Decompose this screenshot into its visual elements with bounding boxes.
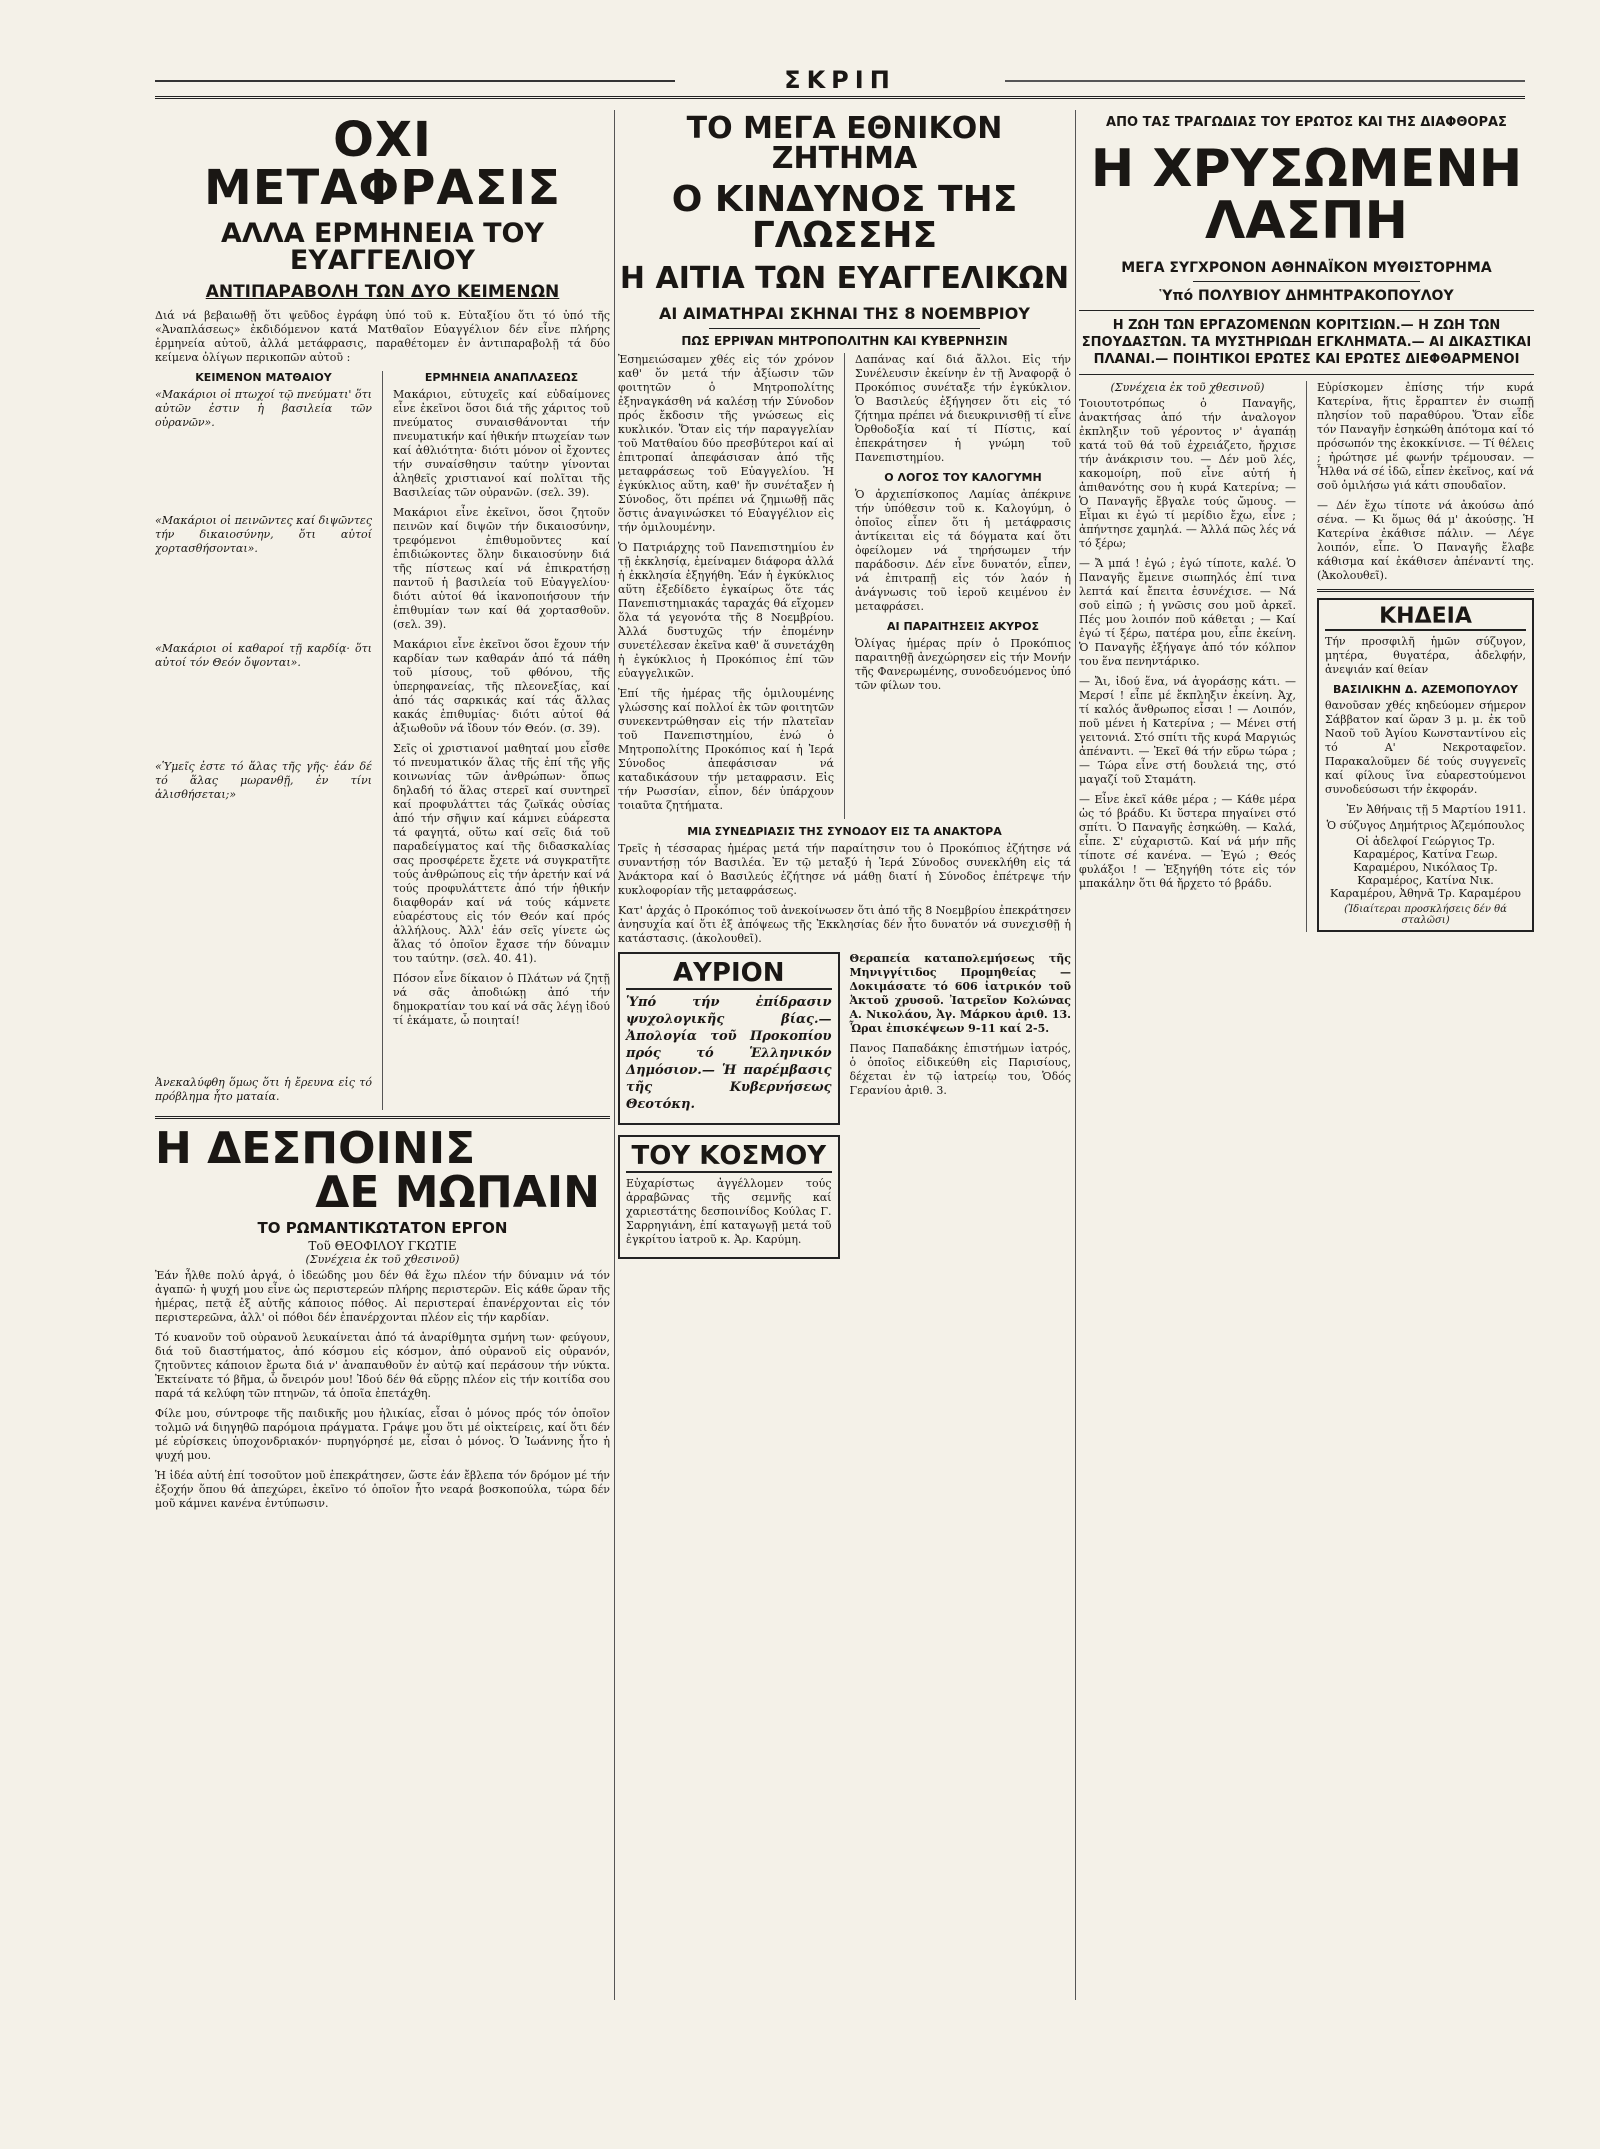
section-divider — [1317, 589, 1534, 592]
serial-continuation: (Συνέχεια ἐκ τοῦ χθεσινοῦ) — [305, 1253, 460, 1266]
left-verse: «Μακάριοι οἱ πτωχοί τῷ πνεύματι' ὅτι αὐτῶν ἐστιν ἡ βασιλεία τῶν οὐρανῶν». — [155, 388, 372, 429]
section-heading: ΜΙΑ ΣΥΝΕΔΡΙΑΣΙΣ ΤΗΣ ΣΥΝΟΔΟΥ ΕΙΣ ΤΑ ΑΝΑΚΤΟΡΑ — [687, 825, 1002, 838]
body-column-left — [618, 353, 834, 819]
inner-divider — [1306, 381, 1307, 932]
parallel-texts — [155, 371, 610, 1110]
article-kicker: ΑΝΤΙΠΑΡΑΒΟΛΗ ΤΩΝ ΔΥΟ ΚΕΙΜΕΝΩΝ — [205, 282, 560, 302]
right-column-heading: ΕΡΜΗΝΕΙΑ ΑΝΑΠΛΑΣΕΩΣ — [424, 371, 579, 384]
article-paragraph: Κατ' ἀρχάς ὁ Προκόπιος τοῦ ἀνεκοίνωσεν ὅτι ἀπό τῆς 8 Νοεμβρίου ἐπεκράτησεν ἀνησυχία καί ὅτι ἐξ ἀπόψεως τῆς Ἐκκλησίας δέν ἦτο δυνατόν νά συνεχισθῇ ἡ κατάστασις. (ἀκολουθεῖ). — [618, 904, 1071, 945]
announcement-box — [618, 952, 840, 1125]
right-interpretation: Μακάριοι, εὐτυχεῖς καί εὐδαίμονες εἶνε ἐκεῖνοι ὅσοι διά τῆς χάριτος τοῦ πνεύματος συναισθάνονται τήν πνευματικήν καί ἠθικήν πτωχείαν των καί ἀθλιότητα· διότι μόνον οἱ ἔχοντες τήν συναίσθησιν ταύτην γίνονται ἀληθεῖς χριστιανοί καί πολῖται τῆς Βασιλείας τῶν οὐρανῶν. (σελ. 39). — [393, 388, 610, 499]
article-intro: Διά νά βεβαιωθῇ ὅτι ψεῦδος ἐγράφη ὑπό τοῦ κ. Εὐταξίου ὅτι τό ὑπό τῆς «Ἀναπλάσεως» ἐκδιδόμενον κατά Ματθαῖον Εὐαγγέλιον δέν εἶνε πλήρης ἑρμηνεία αὐτοῦ, ἀλλά μετάφρασις, παραθέτομεν ἐν ἀντιπαραβολῇ τά δύο κείμενα ὀλίγων περικοπῶν αὐτοῦ : — [155, 309, 610, 364]
body-column-right — [1317, 381, 1534, 932]
inner-divider — [844, 353, 845, 819]
boxes-row — [618, 952, 1071, 1259]
serial-title: ΔΕ ΜΩΠΑΙΝ — [315, 1167, 600, 1218]
serial-paragraph: — Ἄ μπά ! ἐγώ ; ἐγώ τίποτε, καλέ. Ὁ Παναγῆς ἔμεινε σιωπηλός ἐπί τινα λεπτά καί ἔπειτα ἐσυνέχισε. — Νά σοῦ εἰπῶ ; ἡ γνῶσις σου μοῦ ἀρκεῖ. Πές μου λοιπόν ποῦ κάθεται ; — Καί ἐγώ τί ξέρω, πατέρα μου, εἶπε ἐκείνη. Ὁ Παναγῆς ἐξήγαγε ἀπό τόν κόλπον του ἕνα πενηντάρικο. — [1079, 557, 1296, 668]
society-box — [618, 1135, 840, 1259]
advertisement: Πανος Παπαδάκης ἐπιστήμων ἰατρός, ὁ ὁποῖος εἰδικεύθη εἰς Παρισίους, δέχεται ἐν τῷ ἰατρείῳ του, Ὁδός Γερανίου ἀριθ. 3. — [849, 1042, 1071, 1097]
section-heading: Ο ΛΟΓΟΣ ΤΟΥ ΚΑΛΟΓΥΜΗ — [884, 471, 1042, 484]
column-2 — [618, 110, 1071, 2015]
column-1 — [155, 110, 610, 2015]
society-title: ΤΟΥ ΚΟΣΜΟΥ — [626, 1141, 832, 1173]
masthead-rule-right — [1005, 80, 1525, 82]
article-paragraph: Δαπάνας καί διά ἄλλοι. Εἰς τήν Συνέλευσιν ἐκείνην ἐν τῇ Ἀναφορᾷ ὁ Προκόπιος συνέταξε τήν ἐγκύκλιον. Ὁ Βασιλεύς ἐξήγησεν ὅτι εἰς τό ζήτημα πρέπει νά διευκρινισθῇ τί εἶνε Ὀρθοδοξία καί τί Πίστις, καί ἐπεκράτησεν ἡ γνώμη τοῦ Πανεπιστημίου. — [855, 353, 1071, 464]
article-headline: Η ΧΡΥΣΩΜΕΝΗ ΛΑΣΠΗ — [1090, 139, 1523, 251]
newspaper-name: ΣΚΡΙΠ — [784, 66, 896, 94]
deck-divider — [709, 328, 981, 329]
obituary-title: ΚΗΔΕΙΑ — [1325, 604, 1526, 631]
article-paragraph: Ὁ Πατριάρχης τοῦ Πανεπιστημίου ἐν τῇ ἐκκλησίᾳ, ἐμείναμεν διάφορα ἀλλά ἡ ἐκκλησία ἐξηγήθη. Ἐάν ἡ ἐγκύκλιος αὕτη ἐξεδίδετο ἐγκαίρως ὅτε τάς Πανεπιστημιακάς ταραχάς θά εἴχομεν ὅλα τά γεγονότα τῆς 8 Νοεμβρίου. Ἀλλά δυστυχῶς τήν ἑπομένην συνετέλεσαν ἐκεῖνα καθ' ἅ συνετάχθη ἡ ἐγκύκλιος ἡ Προκόπιος ἐπί τῶν εὐαγγελικῶν. — [618, 541, 834, 680]
article-paragraph: Ὁ ἀρχιεπίσκοπος Λαμίας ἀπέκρινε τήν ὑπόθεσιν τοῦ κ. Καλογύμη, ὁ ὁποῖος εἶπεν ὅτι ἡ μετάφρασις ἀντίκειται εἰς τά δόγματα καί ὅτι ὀφείλομεν νά τηρήσωμεν τήν παράδοσιν. Δέν εἶνε δυνατόν, εἶπεν, νά ἐπιτραπῇ εἰς τόν λαόν ἡ ἀνάγνωσις τοῦ ἱεροῦ κειμένου ἐν μεταφράσει. — [855, 488, 1071, 613]
divider — [1079, 374, 1534, 375]
article-paragraph: Ἐπί τῆς ἡμέρας τῆς ὁμιλουμένης γλώσσης καί πολλοί ἐκ τῶν φοιτητῶν συνεκεντρώθησαν εἰς τήν πλατεῖαν τοῦ Πανεπιστημίου, ἐνώ ὁ Μητροπολίτης Προκόπιος καί ἡ Ἱερά Σύνοδος ἀπεφάσισαν νά καταδικάσουν τήν μεταφρασιν. Εἰς τήν Ρωσσίαν, εἶπον, δέν ὑπάρχουν τοιαῦτα ζητήματα. — [618, 687, 834, 812]
obituary-box — [1317, 598, 1534, 932]
right-interpretation: Μακάριοι εἶνε ἐκεῖνοι ὅσοι ἔχουν τήν καρδίαν των καθαράν ἀπό τά πάθη τοῦ μίσους, τοῦ φθόνου, τῆς ὑπερηφανείας, τῆς πλεονεξίας, καί ἀπό τάς σαρκικάς καί τάς ἄλλας κακάς ἐπιθυμίας· διότι αὐτοί θά ἀξιωθοῦν νά ἴδουν τόν Θεόν. (σ. 39). — [393, 638, 610, 735]
article-subheadline: Η ΑΙΤΙΑ ΤΩΝ ΕΥΑΓΓΕΛΙΚΩΝ — [619, 261, 1070, 296]
obituary-text: θανοῦσαν χθές κηδεύομεν σήμερον Σάββατον καί ὥραν 3 μ. μ. ἐκ τοῦ Ναοῦ τοῦ Ἁγίου Κωνσταντίνου εἰς τό Α' Νεκροταφεῖον. Παρακαλοῦμεν δέ τούς συγγενεῖς καί φίλους ἵνα εὐαρεστούμενοι συνοδεύσωσι τήν ἐκφοράν. — [1325, 699, 1526, 796]
right-interpretation: Πόσον εἶνε δίκαιον ὁ Πλάτων νά ζητῇ νά σᾶς ἀποδιώκῃ ἀπό τήν δημοκρατίαν του καί νά σᾶς λέγῃ ἰδού τί ἐκάματε, ὦ ποιηταί! — [393, 972, 610, 1027]
serial-paragraph: Εὐρίσκομεν ἐπίσης τήν κυρά Κατερίνα, ἥτις ἔρραπτεν ἐν σιωπῇ πλησίον τοῦ παραθύρου. Ὅταν εἶδε τόν Παναγῆν ἐσηκώθη ἀπότομα καί τό πρόσωπόν της ἐκοκκίνισε. — Τί θέλεις ; ἠρώτησε μέ φωνήν τρέμουσαν. — Ἦλθα νά σέ ἰδῶ, εἶπεν ἐκεῖνος, καί νά σοῦ ὁμιλήσω γιά κάτι σπουδαῖον. — [1317, 381, 1534, 492]
article-paragraph: Ἐσημειώσαμεν χθές εἰς τόν χρόνον καθ' ὅν μετά τήν ἀξίωσιν τῶν φοιτητῶν ὁ Μητροπολίτης ἐξηναγκάσθη νά καλέσῃ τήν Σύνοδον πρός ἔκδοσιν τῆς γνώσεως εἰς κυκλικόν. Ὅταν εἰς τήν παραγγελίαν τοῦ Ματθαίου δύο πρεσβύτεροι καί αἱ ἐπιτροπαί ἀπεφάσισαν ἀπό τῆς μεταφράσεως τοῦ Εὐαγγελίου. Ἡ ἐγκύκλιος αὕτη, καθ' ἥν συνέταξεν ἡ Σύνοδος, ὅτι πρέπει νά ζημιωθῇ πᾶς ὅστις ἀναγινώσκει τό Εὐαγγέλιον εἰς τήν ὁμιλουμένην. — [618, 353, 834, 534]
right-side — [850, 952, 1072, 1259]
divider — [1193, 281, 1421, 282]
announcement-title: ΑΥΡΙΟΝ — [626, 958, 832, 990]
divider — [1079, 310, 1534, 311]
article-kicker: ΤΟ ΜΕΓΑ ΕΘΝΙΚΟΝ ΖΗΤΗΜΑ — [686, 111, 1003, 176]
serial-paragraph: Φίλε μου, σύντροφε τῆς παιδικῆς μου ἡλικίας, εἶσαι ὁ μόνος πρός τόν ὁποῖον τολμῶ νά διηγηθῶ παρόμοια πράγματα. Γράψε μου ὅτι μέ οἰκτείρεις, καί ὅτι δέν μέ εὑρίσκεις ὑποχονδριακόν· πυρηγόρησέ με, εἶσαι ὁ μόνος. Ὁ Ἰωάννης ἦτο ἡ ψυχή μου. — [155, 1407, 610, 1462]
obituary-name: ΒΑΣΙΛΙΚΗΝ Δ. ΑΖΕΜΟΠΟΥΛΟΥ — [1332, 683, 1519, 696]
body-column-right — [855, 353, 1071, 819]
announcement-body: Ὑπό τήν ἐπίδρασιν ψυχολογικῆς βίας.— Ἀπολογία τοῦ Προκοπίου πρός τό Ἑλληνικόν Δημόσιον.— Ἡ παρέμβασις τῆς Κυβερνήσεως Θεοτόκη. — [626, 995, 832, 1112]
left-side — [618, 952, 840, 1259]
text-column-left — [155, 371, 372, 1110]
obituary-family: Οἱ ἀδελφοί Γεώργιος Τρ. Καραμέρος, Κατίνα Γεωρ. Καραμέρου, Νικόλαος Τρ. Καραμέρος, Κατίνα Νικ. Καραμέρου, Ἀθηνᾶ Τρ. Καραμέρου — [1330, 835, 1521, 900]
serial-subtitle: ΤΟ ΡΩΜΑΝΤΙΚΩΤΑΤΟΝ ΕΡΓΟΝ — [257, 1219, 508, 1237]
body-column-left — [1079, 381, 1296, 932]
left-verse: Ἀνεκαλύφθη ὅμως ὅτι ἡ ἔρευνα εἰς τό πρόβλημα ἦτο ματαία. — [155, 1076, 372, 1103]
article-subheadline: ΜΕΓΑ ΣΥΓΧΡΟΝΟΝ ΑΘΗΝΑΪΚΟΝ ΜΥΘΙΣΤΟΡΗΜΑ — [1121, 260, 1492, 276]
article-headline: ΟΧΙ ΜΕΤΑΦΡΑΣΙΣ — [203, 112, 561, 216]
serial-paragraph: Τοιουτοτρόπως ὁ Παναγῆς, ἀνακτήσας ἀπό τήν ἀναλογον ἐκπληξιν τοῦ γέροντος ν' ἀγαπάῃ κατά τοῦ θά τοῦ ἐχρειάζετο, ἤρχισε τήν ἀνάκρισιν του. — Δέν μοῦ λές, κακομοίρη, ποῦ εἶνε αὐτή ἡ ἀπιθανότης σου ἡ κυρά Κατερίνα; — Ὁ Παναγῆς ἔβγαλε τούς ὤμους. — Εἶμαι κι ἐγώ τί μερίδιο ἔχω, εἶνε ; ἀπήντησε χαμηλά. — Ἀλλά πῶς λές νά τό ξέρω; — [1079, 397, 1296, 550]
article-subheadline: ΑΛΛΑ ΕΡΜΗΝΕΙΑ ΤΟΥ ΕΥΑΓΓΕΛΙΟΥ — [221, 218, 544, 276]
left-verse: «Ὑμεῖς ἐστε τό ἅλας τῆς γῆς· ἐάν δέ τό ἅλας μωρανθῇ, ἐν τίνι ἁλισθήσεται;» — [155, 760, 372, 801]
serial-paragraph: — Δέν ἔχω τίποτε νά ἀκούσω ἀπό σένα. — Κι ὅμως θά μ' ἀκούσῃς. Ἡ Κατερίνα ἐκάθισε πάλιν. — Λέγε λοιπόν, εἶπε. Ὁ Παναγῆς ἔλαβε κάθισμα καί ἐκάθισεν ἀπέναντί της. (Ἀκολουθεῖ). — [1317, 499, 1534, 582]
obituary-text: Τήν προσφιλῆ ἡμῶν σύζυγον, μητέρα, θυγατέρα, ἀδελφήν, ἀνεψιάν καί θείαν — [1325, 635, 1526, 676]
article-paragraph: Ὀλίγας ἡμέρας πρίν ὁ Προκόπιος παραιτηθῇ ἀνεχώρησεν εἰς τήν Μονήν τῆς Φανερωμένης, συνοδευόμενος ὑπό τῶν φίλων του. — [855, 637, 1071, 692]
left-verse: «Μακάριοι οἱ πεινῶντες καί διψῶντες τήν δικαιοσύνην, ὅτι αὐτοί χορτασθήσονται». — [155, 514, 372, 555]
serial-continuation: (Συνέχεια ἐκ τοῦ χθεσινοῦ) — [1110, 381, 1265, 394]
serial-body-columns — [1079, 381, 1534, 932]
serial-paragraph: Ἡ ἰδέα αὐτή ἐπί τοσοῦτον μοῦ ἐπεκράτησεν, ὥστε ἐάν ἔβλεπα τόν δρόμον μέ τήν ἐξοχήν ὅπου θά ἀπεχώρει, ἐκεῖνο τό ὁποῖον ἦτο νεαρά βοσκοπούλα, τώρα δέν μοῦ κάμνει κανένα ἐντύπωσιν. — [155, 1469, 610, 1510]
serial-paragraph: Ἐάν ἦλθε πολύ ἀργά, ὁ ἰδεώδης μου δέν θά ἔχω πλέον τήν δύναμιν νά τόν ἀγαπῶ· ἡ ψυχή μου εἶνε ὡς περιστερεών πλήρης περιστερῶν. Εἰς κάθε ὥραν τῆς ἡμέρας, πετᾷ ἐξ αὐτῆς κάποιος πόθος. Αἱ περιστεραί ἐπανέρχονται εἰς τόν περιστερεῶνα, ἀλλ' οἱ πόθοι δέν ἐπανέρχονται πλέον εἰς τήν καρδίαν. — [155, 1269, 610, 1324]
article-deck: Η ΖΩΗ ΤΩΝ ΕΡΓΑΖΟΜΕΝΩΝ ΚΟΡΙΤΣΙΩΝ.— Η ΖΩΗ ΤΩΝ ΣΠΟΥΔΑΣΤΩΝ. ΤΑ ΜΥΣΤΗΡΙΩΔΗ ΕΓΚΛΗΜΑΤΑ.— ΑΙ ΔΙΚΑΣΤΙΚΑΙ ΠΛΑΝΑΙ.— ΠΟΙΗΤΙΚΟΙ ΕΡΩΤΕΣ ΚΑΙ ΕΡΩΤΕΣ ΔΙΕΦΘΑΡΜΕΝΟΙ — [1081, 318, 1532, 367]
section-heading: ΑΙ ΠΑΡΑΙΤΗΣΕΙΣ ΑΚΥΡΟΣ — [887, 620, 1039, 633]
serial-paragraph: — Ἄι, ἰδού ἕνα, νά ἀγοράσῃς κάτι. — Μερσί ! εἶπε μέ ἔκπληξιν ἐκείνη. Ἀχ, τί καλός ἄνθρωπος εἶσαι ! — Λοιπόν, ποῦ μένει ἡ Κατερίνα ; — Μένει στή γειτονιά. Στό σπίτι τῆς κυρά Μαργιώς ἀπέναντι. — Ἐκεῖ θά τήν εὕρω τώρα ; — Τώρα εἶνε στή δουλειά της, στό μαγαζί τοῦ Σταμάτη. — [1079, 675, 1296, 786]
article-author: Ὑπό ΠΟΛΥΒΙΟΥ ΔΗΜΗΤΡΑΚΟΠΟΥΛΟΥ — [1159, 288, 1454, 304]
article-kicker: ΑΠΟ ΤΑΣ ΤΡΑΓΩΔΙΑΣ ΤΟΥ ΕΡΩΤΟΣ ΚΑΙ ΤΗΣ ΔΙΑΦΘΟΡΑΣ — [1106, 115, 1507, 130]
left-column-heading: ΚΕΙΜΕΝΟΝ ΜΑΤΘΑΙΟΥ — [195, 371, 332, 384]
article-paragraph: Τρεῖς ἡ τέσσαρας ἡμέρας μετά τήν παραίτησιν του ὁ Προκόπιος ἐζήτησε νά συναντήσῃ τόν Βασιλέα. Ἐν τῷ μεταξύ ἡ Ἱερά Σύνοδος συνεκλήθη εἰς τά Ἀνάκτορα καί ὁ Βασιλεύς ἐζήτησε νά μάθῃ διατί ἡ Σύνοδος ἐπέτρεψε τήν κυκλοφορίαν τῆς μεταφράσεως. — [618, 842, 1071, 897]
right-interpretation: Σεῖς οἱ χριστιανοί μαθηταί μου εἶσθε τό πνευματικόν ἅλας τῆς ἐπί τῆς γῆς κοινωνίας τῶν ἀνθρώπων· ὅπως δηλαδή τό ἅλας στερεῖ καί συντηρεῖ καί προφυλάττει τάς ζωϊκάς οὐσίας ἀπό τήν σῆψιν καί κάμνει εὐάρεστα τά φαγητά, οὕτω καί σεῖς διά τοῦ παραδείγματος καί τῆς διδασκαλίας σας προσφέρετε ἔχετε νά συγκρατῆτε τούς ἀνθρώπους εἰς τήν ἀρετήν καί νά τούς προφυλάττετε ἀπό τήν ἠθικήν διαφθοράν καί νά τούς κάμνετε εὐαρέστους εἰς τόν Θεόν καί πρός ἀλλήλους. Ἀλλ' ἐάν σεῖς γίνετε ὡς ἅλας τό ὁποῖον ἔχασε τήν δύναμιν του ταύτην. (σελ. 40. 41). — [393, 742, 610, 965]
text-column-right — [393, 371, 610, 1110]
right-interpretation: Μακάριοι εἶνε ἐκεῖνοι, ὅσοι ζητοῦν πεινῶν καί διψῶν τήν δικαιοσύνην, τρεφόμενοι ἐπιθυμοῦντες καί ἐπιδιώκοντες ὅλην δικαιοσύνην διά τῆς πίστεως καί νά ἐπικρατήσῃ παντοῦ ἡ βασιλεία τοῦ Εὐαγγελίου· διότι αὐτοί θά ἱκανοποιήσουν τήν ἐπιθυμίαν των καί θά χορτασθοῦν. (σελ. 39). — [393, 506, 610, 631]
advertisement: Θεραπεία καταπολεμήσεως τῆς Μηνιγγίτιδος Προμηθείας — Δοκιμάσατε τό 606 ἰατρικόν τοῦ Ἀκτοῦ χρυσοῦ. Ἰατρεῖον Κολώνας Α. Νικολάου, Ἀγ. Μάρκου ἀριθ. 13. Ὧραι ἐπισκέψεων 9-11 καί 2-5. — [849, 952, 1071, 1035]
serial-title: Η ΔΕΣΠΟΙΝΙΣ — [155, 1123, 476, 1174]
inner-divider — [382, 371, 383, 1110]
serial-paragraph: — Εἶνε ἐκεῖ κάθε μέρα ; — Κάθε μέρα ὡς τό βράδυ. Κι ὕστερα πηγαίνει στό σπίτι. Ὁ Παναγῆς ἐσηκώθη. — Καλά, εἶπε. Σ' εὐχαριστῶ. Καί νά μήν πῆς τίποτε σέ κανένα. — Ἐγώ ; Θεός φυλάξοι ! — Ἐξηγήθη τότε εἰς τόν μπακάλην ὅτι θά ἤρχετο τό βράδυ. — [1079, 793, 1296, 890]
left-verse: «Μακάριοι οἱ καθαροί τῇ καρδίᾳ· ὅτι αὐτοί τόν Θεόν ὄψονται». — [155, 642, 372, 669]
section-divider — [155, 1116, 610, 1119]
obituary-date: Ἐν Ἀθήναις τῇ 5 Μαρτίου 1911. — [1346, 803, 1526, 816]
serial-author: Τοῦ ΘΕΟΦΙΛΟΥ ΓΚΩΤΙΕ — [308, 1239, 457, 1253]
obituary-signature: Ὁ σύζυγος Δημήτριος Ἀζεμόπουλος — [1326, 819, 1525, 832]
article-deck-2: ΠΩΣ ΕΡΡΙΨΑΝ ΜΗΤΡΟΠΟΛΙΤΗΝ ΚΑΙ ΚΥΒΕΡΝΗΣΙΝ — [681, 334, 1008, 348]
serial-paragraph: Τό κυανοῦν τοῦ οὐρανοῦ λευκαίνεται ἀπό τά ἀναρίθμητα σμήνη των· φεύγουν, διά τοῦ διαστήματος, ἀπό κόσμου εἰς κόσμον, ἀπό οὐρανοῦ εἰς οὐρανόν, ζητοῦντες κάποιον ἔρωτα διά ν' ἀναπαυθοῦν ἐν αὐτῷ καί περάσουν τήν νύκτα. Ἐκτείνατε τό βῆμα, ὦ ὄνειρόν μου! Ἰδού δέν θά εὕρῃς πλέον εἰς τήν κοιτίδα σου παρά τά κελύφη τῶν πτηνῶν, τά ὁποῖα ἐπετάχθη. — [155, 1331, 610, 1400]
obituary-note: (Ἰδιαίτεραι προσκλήσεις δέν θά σταλῶσι) — [1344, 904, 1507, 926]
column-3 — [1079, 110, 1534, 2015]
column-divider — [1075, 110, 1076, 2000]
masthead — [155, 66, 1525, 99]
article-headline: Ο ΚΙΝΔΥΝΟΣ ΤΗΣ ΓΛΩΣΣΗΣ — [671, 179, 1018, 256]
column-divider — [614, 110, 615, 2000]
article-body-columns — [618, 353, 1071, 819]
article-deck: ΑΙ ΑΙΜΑΤΗΡΑΙ ΣΚΗΝΑΙ ΤΗΣ 8 ΝΟΕΜΒΡΙΟΥ — [659, 304, 1030, 323]
society-body: Εὐχαρίστως ἀγγέλλομεν τούς ἀρραβῶνας τῆς σεμνῆς καί χαριεστάτης δεσποινίδος Κούλας Γ. Σαρρηγιάνη, ἐπί καταγωγῇ μετά τοῦ ἐγκρίτου ἰατροῦ κ. Ἀρ. Καρύμη. — [626, 1177, 832, 1246]
